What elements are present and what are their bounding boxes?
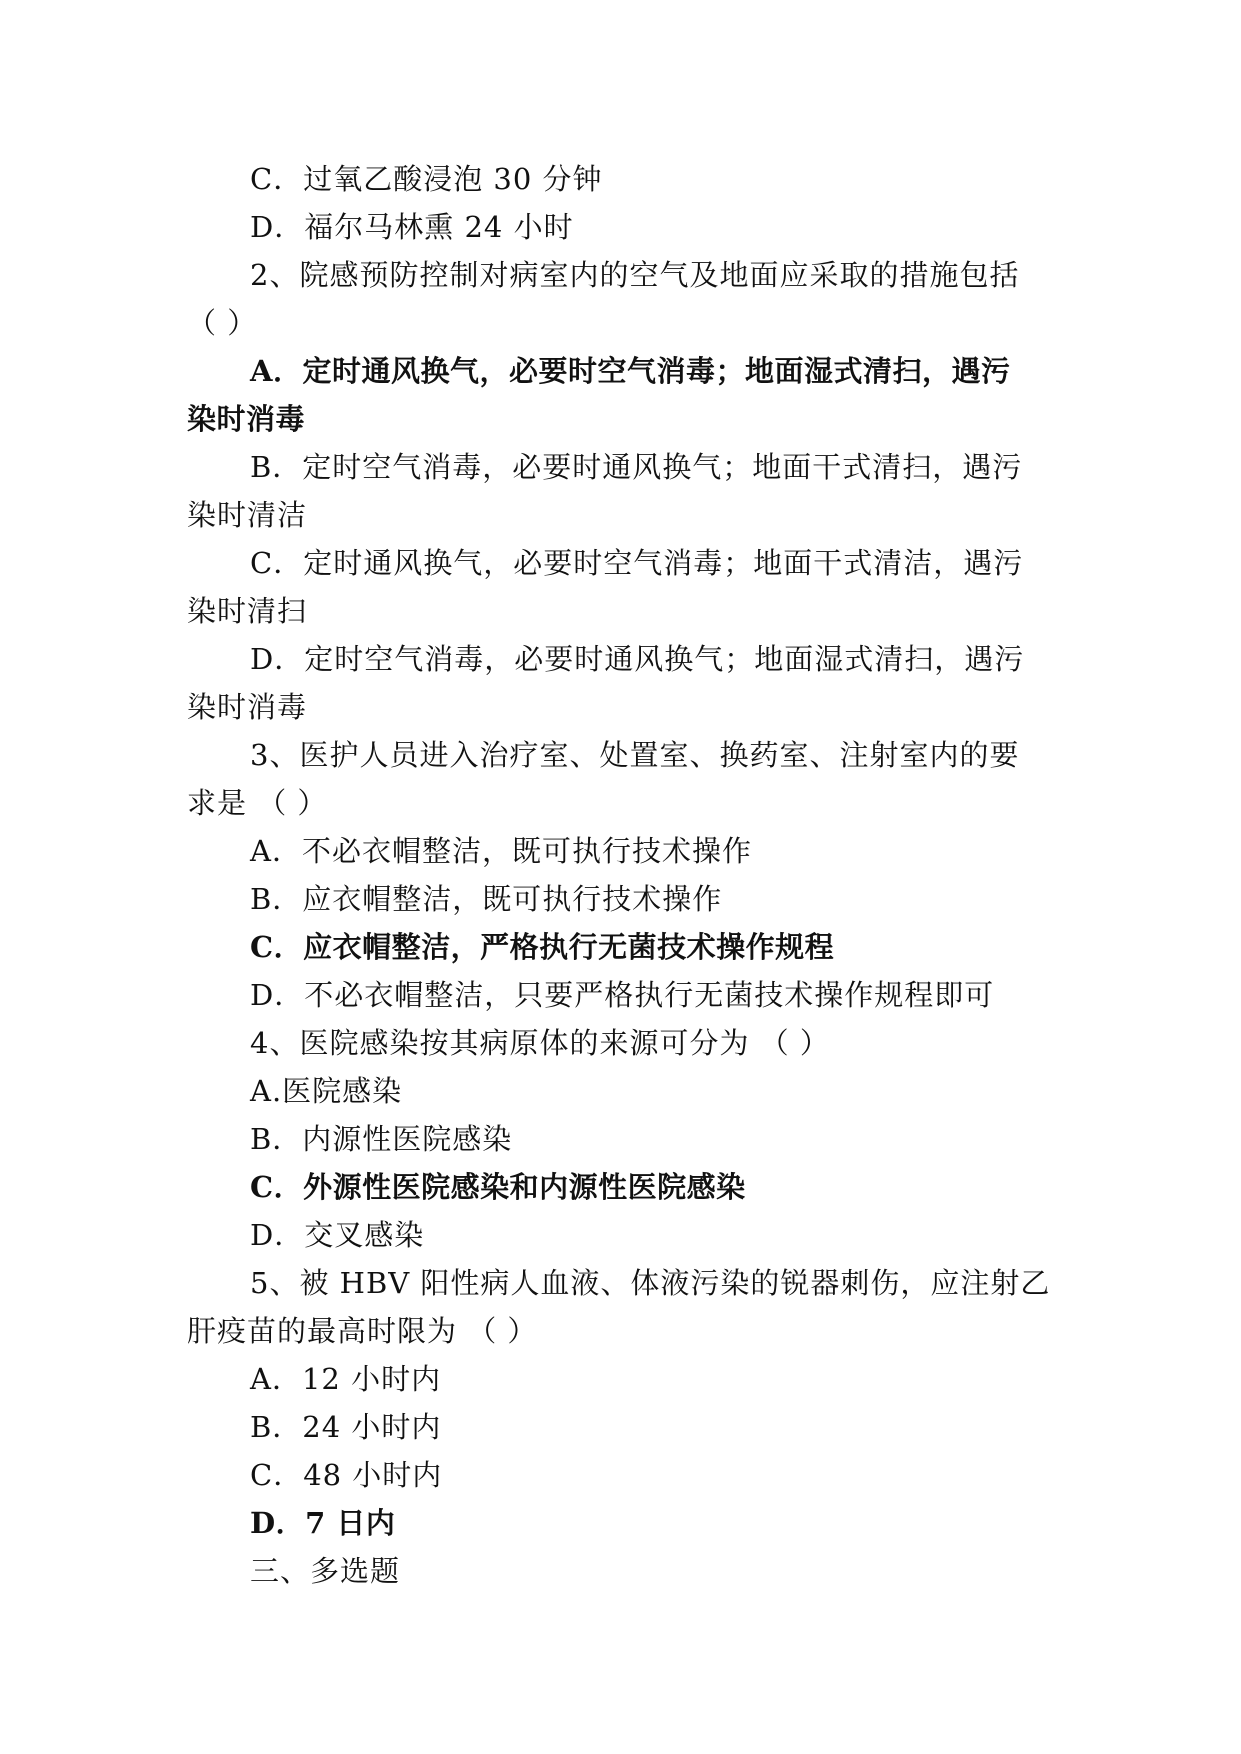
question-3-text-cont: 求是 （ ）	[187, 786, 328, 820]
question-3-text: 3、医护人员进入治疗室、处置室、换药室、注射室内的要	[250, 738, 1020, 772]
option-c-q1: C．过氧乙酸浸泡 30 分钟	[250, 162, 603, 196]
option-b-q2-cont: 染时清洁	[187, 498, 308, 532]
question-5-text: 5、被 HBV 阳性病人血液、体液污染的锐器刺伤，应注射乙	[250, 1266, 1051, 1300]
question-4-text: 4、医院感染按其病原体的来源可分为 （ ）	[250, 1026, 830, 1060]
option-d-q1: D．福尔马林熏 24 小时	[250, 210, 574, 244]
option-c-q2: C．定时通风换气，必要时空气消毒；地面干式清洁，遇污	[250, 546, 1024, 580]
option-c-q5: C．48 小时内	[250, 1458, 443, 1492]
option-b-q5: B．24 小时内	[250, 1410, 442, 1444]
option-d-q5-answer: D．7 日内	[250, 1506, 396, 1540]
option-a-q2-answer-cont: 染时消毒	[187, 402, 306, 436]
option-c-q3-answer: C．应衣帽整洁，严格执行无菌技术操作规程	[250, 930, 835, 964]
option-d-q2: D．定时空气消毒，必要时通风换气；地面湿式清扫，遇污	[250, 642, 1025, 676]
option-a-q4: A.医院感染	[250, 1074, 403, 1108]
option-a-q3: A．不必衣帽整洁，既可执行技术操作	[250, 834, 752, 868]
question-5-text-cont: 肝疫苗的最高时限为 （ ）	[187, 1314, 538, 1348]
question-2-text: 2、院感预防控制对病室内的空气及地面应采取的措施包括	[250, 258, 1020, 292]
option-b-q3: B．应衣帽整洁，既可执行技术操作	[250, 882, 723, 916]
option-a-q5: A．12 小时内	[250, 1362, 442, 1396]
option-c-q4-answer: C．外源性医院感染和内源性医院感染	[250, 1170, 746, 1204]
option-b-q2: B．定时空气消毒，必要时通风换气；地面干式清扫，遇污	[250, 450, 1023, 484]
option-d-q2-cont: 染时消毒	[187, 690, 308, 724]
option-d-q4: D．交叉感染	[250, 1218, 425, 1252]
option-b-q4: B．内源性医院感染	[250, 1122, 513, 1156]
option-c-q2-cont: 染时清扫	[187, 594, 308, 628]
section-heading-multiple-choice: 三、多选题	[250, 1554, 401, 1588]
option-a-q2-answer: A．定时通风换气，必要时空气消毒；地面湿式清扫，遇污	[250, 354, 1011, 388]
option-d-q3: D．不必衣帽整洁，只要严格执行无菌技术操作规程即可	[250, 978, 995, 1012]
question-2-blank: （ ）	[187, 306, 258, 340]
